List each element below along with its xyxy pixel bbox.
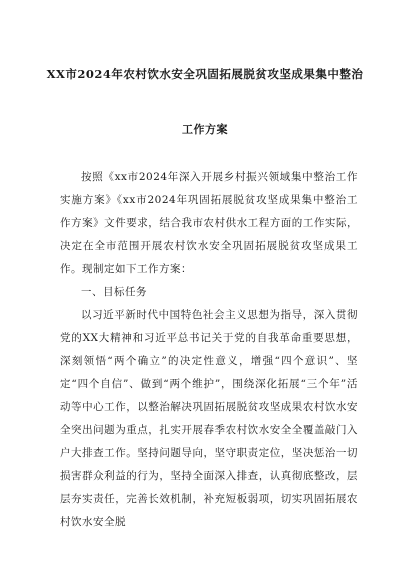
- section-heading: 一、目标任务: [81, 286, 147, 298]
- intro-paragraph: 按照《xx市2024年深入开展乡村振兴领域集中整治工作实施方案》《xx市2024年巩固拓展脱贫攻坚成果集中整治工作方案》文件要求，结合我市农村供水工程方面的工作实际，决定在全市范围开展农村饮水安全巩固拓展脱贫攻坚成果工作。现制定如下工作方案：: [60, 171, 358, 275]
- document-subtitle: 工作方案: [182, 123, 228, 136]
- section-paragraph: 以习近平新时代中国特色社会主义思想为指导，深入贯彻党的XX大精神和习近平总书记关于党的自我革命重要思想，深刻领悟“两个确立”的决定性意义，增强“四个意识”、坚定“四个自信”、做到“两个维护”，围绕深化拓展“三个年”活动等中心工作，以整治解决巩固拓展脱贫攻坚成果农村饮水安全突出问题为重点，扎实开展春季农村饮水安全全覆盖敲门入户大排查工作。坚持问题导向，坚守职责定位，坚决惩治一切损害群众利益的行为，坚持全面深入排查，认真彻底整改，层层夯实责任，完善长效机制，补充短板弱项，切实巩固拓展农村饮水安全脱: [60, 309, 358, 528]
- document-body: [60, 166, 358, 534]
- document-title: XX市2024年农村饮水安全巩固拓展脱贫攻坚成果集中整治: [46, 67, 364, 81]
